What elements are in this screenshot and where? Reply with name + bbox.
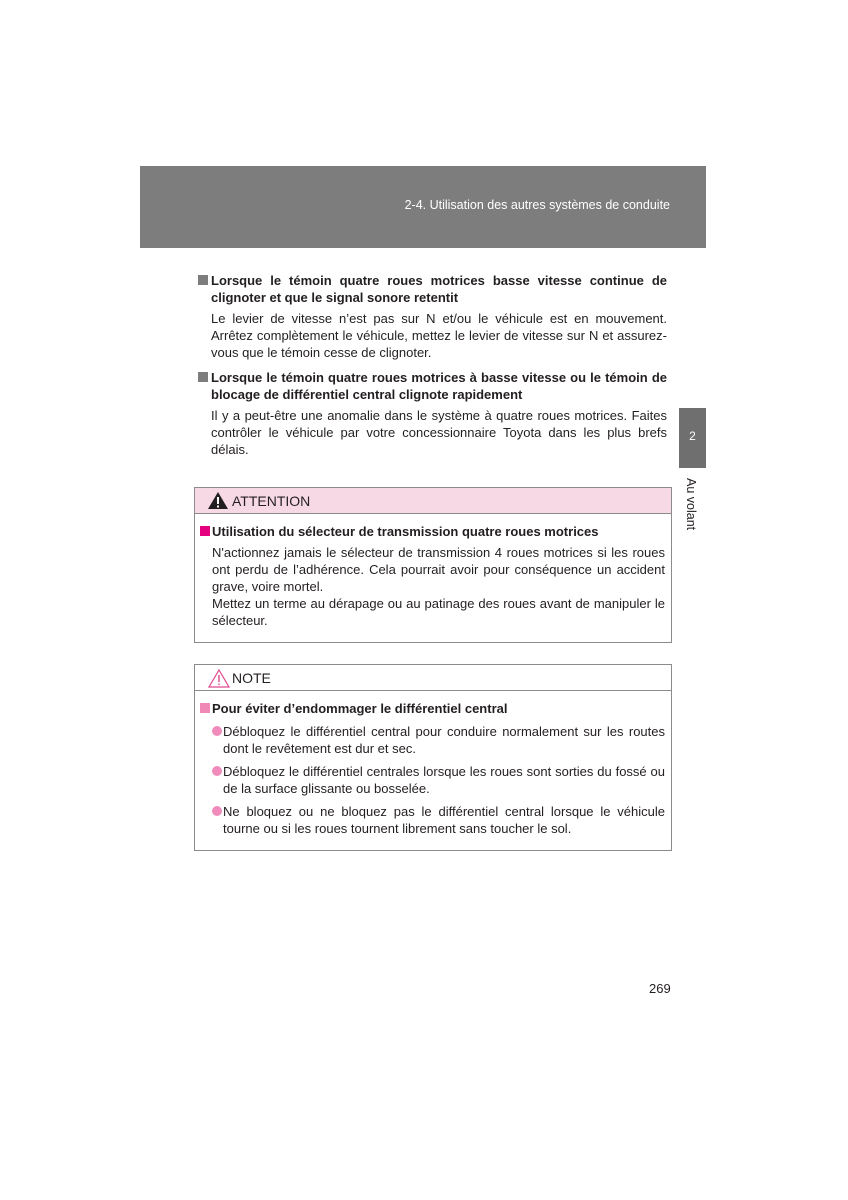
attention-label: ATTENTION	[232, 493, 311, 509]
caution-triangle-icon	[208, 669, 230, 688]
section-text: Le levier de vitesse n’est pas sur N et/ou le véhicule est en mouvement. Arrêtez complètement le véhicule, mettez le levier de vitesse sur N et assurez-vous que le témoin cesse de clignoter.	[211, 311, 667, 360]
chapter-tab	[679, 408, 706, 468]
attention-text: Mettez un terme au dérapage ou au patinage des roues avant de manipuler le sélecteur.	[212, 596, 665, 628]
attention-header	[195, 488, 671, 514]
bullet-dot-icon	[212, 806, 222, 816]
note-body	[195, 691, 671, 850]
chapter-tab-number: 2	[689, 429, 696, 443]
section-text: Il y a peut-être une anomalie dans le système à quatre roues motrices. Faites contrôler le véhicule par votre concessionnaire Toyota dans les plus brefs délais.	[211, 408, 667, 457]
square-bullet-icon	[198, 275, 208, 285]
page-number: 269	[649, 981, 671, 996]
section-heading: Lorsque le témoin quatre roues motrices basse vitesse continue de clignoter et que le signal sonore retentit	[197, 272, 667, 306]
note-bullet: Débloquez le différentiel central pour conduire normalement sur les routes dont le revêtement est dur et sec.	[199, 723, 665, 757]
attention-subheading: Utilisation du sélecteur de transmission quatre roues motrices	[199, 523, 665, 540]
attention-body	[195, 514, 671, 642]
section-heading: Lorsque le témoin quatre roues motrices à basse vitesse ou le témoin de blocage de différentiel central clignote rapidement	[197, 369, 667, 403]
square-bullet-icon	[200, 703, 210, 713]
note-header	[195, 665, 671, 691]
chapter-tab-label: Au volant	[684, 478, 698, 531]
note-label: NOTE	[232, 670, 271, 686]
section-blinking-warning	[197, 272, 667, 361]
warning-triangle-icon	[208, 492, 228, 509]
note-subheading: Pour éviter d’endommager le différentiel central	[199, 700, 665, 717]
square-bullet-icon	[200, 526, 210, 536]
bullet-dot-icon	[212, 766, 222, 776]
section-rapid-blinking	[197, 369, 667, 458]
note-box	[194, 664, 672, 851]
note-bullet: Ne bloquez ou ne bloquez pas le différentiel central lorsque le véhicule tourne ou si les roues tournent librement sans toucher le sol.	[199, 803, 665, 837]
bullet-dot-icon	[212, 726, 222, 736]
chapter-header	[140, 166, 706, 248]
attention-box	[194, 487, 672, 643]
attention-text: N'actionnez jamais le sélecteur de transmission 4 roues motrices si les roues ont perdu de l’adhérence. Cela pourrait avoir pour conséquence un accident grave, voire mortel.	[212, 545, 665, 594]
header-title: 2-4. Utilisation des autres systèmes de conduite	[404, 198, 670, 212]
note-bullet: Débloquez le différentiel centrales lorsque les roues sont sorties du fossé ou de la surface glissante ou bosselée.	[199, 763, 665, 797]
square-bullet-icon	[198, 372, 208, 382]
